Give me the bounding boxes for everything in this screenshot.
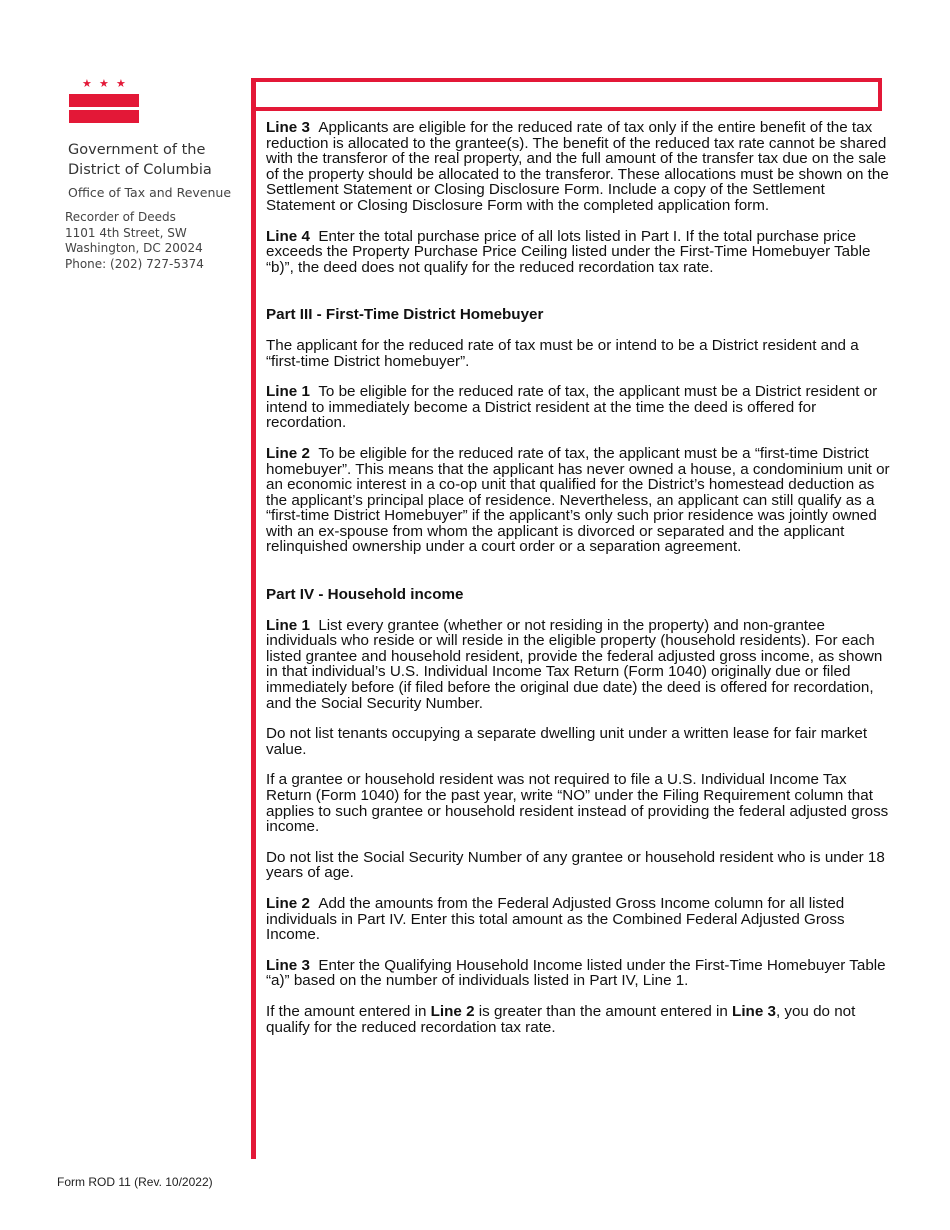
paragraph: Do not list the Social Security Number of any grantee or household resident who is under 18 years of age.: [266, 848, 885, 882]
form-id-footer: Form ROD 11 (Rev. 10/2022): [57, 1175, 213, 1189]
paragraph: [266, 1004, 892, 1035]
paragraph-text: List every grantee (whether or not residing in the property) and non-grantee individuals who reside or will reside in the eligible property (household residents). For each listed grantee and household resident, provide the federal adjusted gross income, as shown in that individual’s U.S. Individual Income Tax Return (Form 1040) originally due or filed immediately before (if filed before the original due date) the deed is offered for recordation, and the Social Security Number.: [266, 616, 883, 712]
section-heading-part4: Part IV - Household income: [266, 586, 464, 604]
text-run: is greater than the amount entered in: [474, 1002, 733, 1020]
flag-bar: [69, 94, 139, 107]
address-line: 1101 4th Street, SW: [65, 225, 187, 240]
dc-flag-logo: [69, 78, 139, 124]
line-label: Line 1: [266, 383, 310, 401]
paragraph-text: Enter the Qualifying Household Income listed under the First-Time Homebuyer Table “a)” based on the number of individuals listed in Part IV, Line 1.: [266, 956, 886, 990]
text-run: If the amount entered in: [266, 1002, 431, 1020]
paragraph: [266, 896, 892, 943]
paragraph: [266, 120, 892, 214]
text-run: , you do not qualify for the reduced recordation tax rate.: [266, 1002, 856, 1036]
paragraph-text: Add the amounts from the Federal Adjusted Gross Income column for all listed individuals in Part IV. Enter this total amount as the Combined Federal Adjusted Gross Income.: [266, 894, 845, 944]
section-heading-part3: Part III - First-Time District Homebuyer: [266, 306, 544, 324]
instructions-body: [266, 120, 892, 1050]
paragraph: The applicant for the reduced rate of tax must be or intend to be a District resident and a “first-time District homebuyer”.: [266, 336, 859, 370]
red-header-box: [251, 78, 882, 111]
line-label: Line 4: [266, 227, 310, 245]
paragraph: [266, 384, 892, 431]
line-ref: Line 2: [430, 1002, 475, 1020]
address-line: Recorder of Deeds: [65, 210, 176, 224]
paragraph-text: Applicants are eligible for the reduced rate of tax only if the entire benefit of the tax reduction is allocated to the grantee(s). The benefit of the reduced tax rate cannot be shared with the transferor of the real property, and the full amount of the transfer tax due on the sale of the property should be allocated to the transferor. These allocations must be shown on the Settlement Statement or Closing Disclosure Form. Include a copy of the Settlement Statement or Closing Disclosure Form with the completed application form.: [266, 119, 889, 214]
address-line: Washington, DC 20024: [65, 241, 203, 255]
flag-bar: [69, 110, 139, 123]
address-block: [65, 210, 204, 272]
paragraph: Do not list tenants occupying a separate dwelling unit under a written lease for fair market value.: [266, 725, 868, 758]
line-ref: Line 3: [732, 1002, 776, 1020]
line-label: Line 2: [266, 444, 310, 462]
star-icon: ★: [82, 78, 92, 90]
paragraph-text: To be eligible for the reduced rate of tax, the applicant must be a District resident or intend to immediately become a District resident at the time the deed is offered for recordation.: [266, 383, 878, 432]
org-name-line1: Government of the: [68, 142, 206, 158]
paragraph-text: To be eligible for the reduced rate of tax, the applicant must be a “first-time District homebuyer”. This means that the applicant has never owned a house, a condominium unit or an economic interest in a co-op unit that qualified for the District’s homestead deduction as the applicant’s principal place of residence. Nevertheless, an applicant can still qualify as a “first-time District Homebuyer” if the applicant’s only such prior residence was jointly owned with an ex-spouse from whom the applicant is divorced or separated and the applicant relinquished ownership under a court order or a separation agreement.: [266, 444, 890, 556]
star-icon: ★: [99, 78, 109, 90]
line-label: Line 3: [266, 119, 310, 136]
red-margin-line: [251, 78, 256, 1159]
address-line: Phone: (202) 727-5374: [65, 256, 204, 271]
star-icon: ★: [116, 78, 126, 90]
line-label: Line 1: [266, 616, 310, 634]
org-name-line2: District of Columbia: [68, 162, 212, 178]
paragraph: [266, 958, 892, 989]
paragraph: If a grantee or household resident was not required to file a U.S. Individual Income Tax Return (Form 1040) for the past year, write “NO” under the Filing Requirement column that applies to such grantee or household resident instead of providing the federal adjusted gross income.: [266, 771, 889, 836]
line-label: Line 2: [266, 894, 310, 912]
org-office: Office of Tax and Revenue: [68, 185, 232, 200]
paragraph: [266, 618, 892, 712]
paragraph-text: Enter the total purchase price of all lots listed in Part I. If the total purchase price exceeds the Property Purchase Price Ceiling listed under the First-Time Homebuyer Table “b)”, the deed does not qualify for the reduced recordation tax rate.: [266, 227, 871, 276]
paragraph: [266, 229, 892, 276]
paragraph: [266, 446, 892, 555]
line-label: Line 3: [266, 956, 310, 974]
